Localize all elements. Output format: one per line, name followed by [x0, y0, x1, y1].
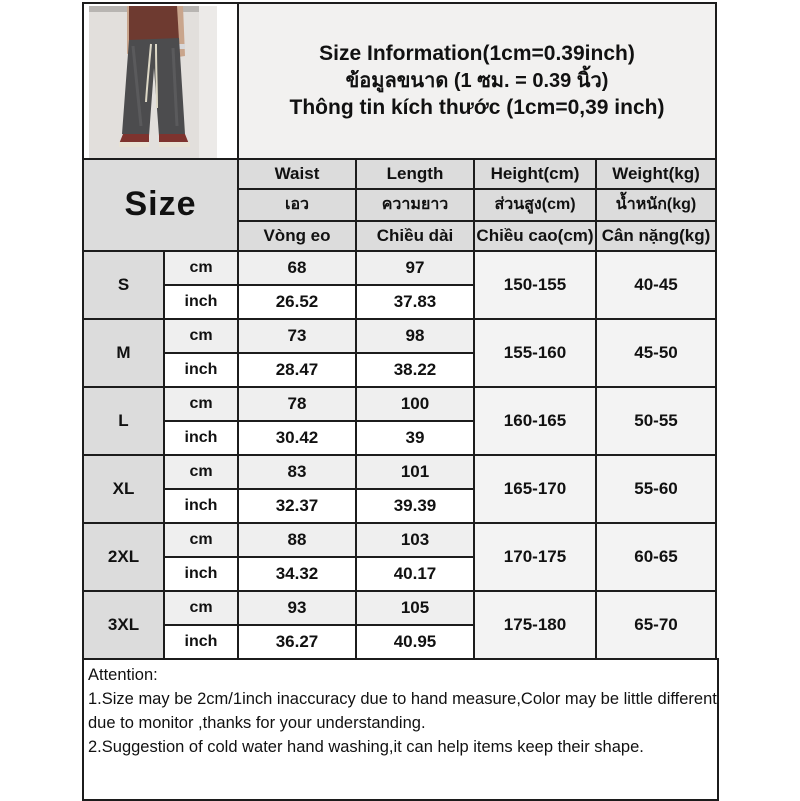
size-label: 3XL — [83, 591, 164, 659]
size-label: 2XL — [83, 523, 164, 591]
height-range: 160-165 — [474, 387, 596, 455]
attention-note-1-line-2: due to monitor ,thanks for your understanding. — [88, 714, 426, 732]
title-block — [238, 3, 716, 159]
unit-label-cm: cm — [164, 251, 238, 285]
table-row — [83, 387, 716, 421]
height-range: 170-175 — [474, 523, 596, 591]
unit-label-inch: inch — [164, 421, 238, 455]
length-inch-value: 39 — [356, 421, 474, 455]
col-header-length-vi: Chiều dài — [356, 221, 474, 251]
unit-label-inch: inch — [164, 557, 238, 591]
length-inch-value: 40.17 — [356, 557, 474, 591]
length-cm-value: 100 — [356, 387, 474, 421]
attention-notes — [82, 658, 719, 801]
attention-heading: Attention: — [88, 666, 158, 684]
length-inch-value: 40.95 — [356, 625, 474, 659]
waist-cm-value: 93 — [238, 591, 356, 625]
col-header-height-th: ส่วนสูง(cm) — [474, 189, 596, 221]
unit-label-inch: inch — [164, 489, 238, 523]
size-chart-sheet — [82, 2, 719, 801]
height-range: 155-160 — [474, 319, 596, 387]
weight-range: 65-70 — [596, 591, 716, 659]
title-thai: ข้อมูลขนาด (1 ซม. = 0.39 นิ้ว) — [345, 69, 609, 92]
unit-label-inch: inch — [164, 285, 238, 319]
attention-note-1-line-1: 1.Size may be 2cm/1inch inaccuracy due to hand measure,Color may be little different — [88, 690, 717, 708]
table-row — [83, 591, 716, 625]
waist-inch-value: 26.52 — [238, 285, 356, 319]
product-photo — [89, 6, 217, 158]
waist-inch-value: 30.42 — [238, 421, 356, 455]
col-header-weight-th: น้ำหนัก(kg) — [596, 189, 716, 221]
weight-range: 55-60 — [596, 455, 716, 523]
unit-label-cm: cm — [164, 319, 238, 353]
unit-label-cm: cm — [164, 591, 238, 625]
title-vietnamese: Thông tin kích thước (1cm=0,39 inch) — [289, 95, 665, 119]
col-header-waist-th: เอว — [238, 189, 356, 221]
waist-cm-value: 83 — [238, 455, 356, 489]
product-photo-cell — [83, 3, 238, 159]
length-cm-value: 98 — [356, 319, 474, 353]
table-row — [83, 319, 716, 353]
size-label: M — [83, 319, 164, 387]
waist-cm-value: 73 — [238, 319, 356, 353]
waist-inch-value: 28.47 — [238, 353, 356, 387]
title-english: Size Information(1cm=0.39inch) — [319, 42, 635, 66]
col-header-height-en: Height(cm) — [474, 159, 596, 189]
size-label: L — [83, 387, 164, 455]
length-inch-value: 38.22 — [356, 353, 474, 387]
height-range: 150-155 — [474, 251, 596, 319]
col-header-weight-vi: Cân nặng(kg) — [596, 221, 716, 251]
size-label: S — [83, 251, 164, 319]
length-cm-value: 103 — [356, 523, 474, 557]
unit-label-cm: cm — [164, 455, 238, 489]
waist-cm-value: 78 — [238, 387, 356, 421]
length-inch-value: 37.83 — [356, 285, 474, 319]
col-header-height-vi: Chiều cao(cm) — [474, 221, 596, 251]
table-row — [83, 455, 716, 489]
height-range: 175-180 — [474, 591, 596, 659]
length-cm-value: 97 — [356, 251, 474, 285]
weight-range: 60-65 — [596, 523, 716, 591]
size-corner-label: Size — [83, 159, 238, 251]
col-header-waist-en: Waist — [238, 159, 356, 189]
unit-label-inch: inch — [164, 625, 238, 659]
waist-inch-value: 34.32 — [238, 557, 356, 591]
height-range: 165-170 — [474, 455, 596, 523]
waist-cm-value: 68 — [238, 251, 356, 285]
waist-cm-value: 88 — [238, 523, 356, 557]
unit-label-cm: cm — [164, 387, 238, 421]
unit-label-inch: inch — [164, 353, 238, 387]
col-header-waist-vi: Vòng eo — [238, 221, 356, 251]
table-row — [83, 251, 716, 285]
length-inch-value: 39.39 — [356, 489, 474, 523]
table-row — [83, 523, 716, 557]
waist-inch-value: 36.27 — [238, 625, 356, 659]
size-table — [82, 2, 717, 660]
size-label: XL — [83, 455, 164, 523]
length-cm-value: 105 — [356, 591, 474, 625]
length-cm-value: 101 — [356, 455, 474, 489]
weight-range: 45-50 — [596, 319, 716, 387]
unit-label-cm: cm — [164, 523, 238, 557]
col-header-length-en: Length — [356, 159, 474, 189]
weight-range: 50-55 — [596, 387, 716, 455]
attention-note-2: 2.Suggestion of cold water hand washing,it can help items keep their shape. — [88, 738, 644, 756]
col-header-weight-en: Weight(kg) — [596, 159, 716, 189]
weight-range: 40-45 — [596, 251, 716, 319]
waist-inch-value: 32.37 — [238, 489, 356, 523]
col-header-length-th: ความยาว — [356, 189, 474, 221]
